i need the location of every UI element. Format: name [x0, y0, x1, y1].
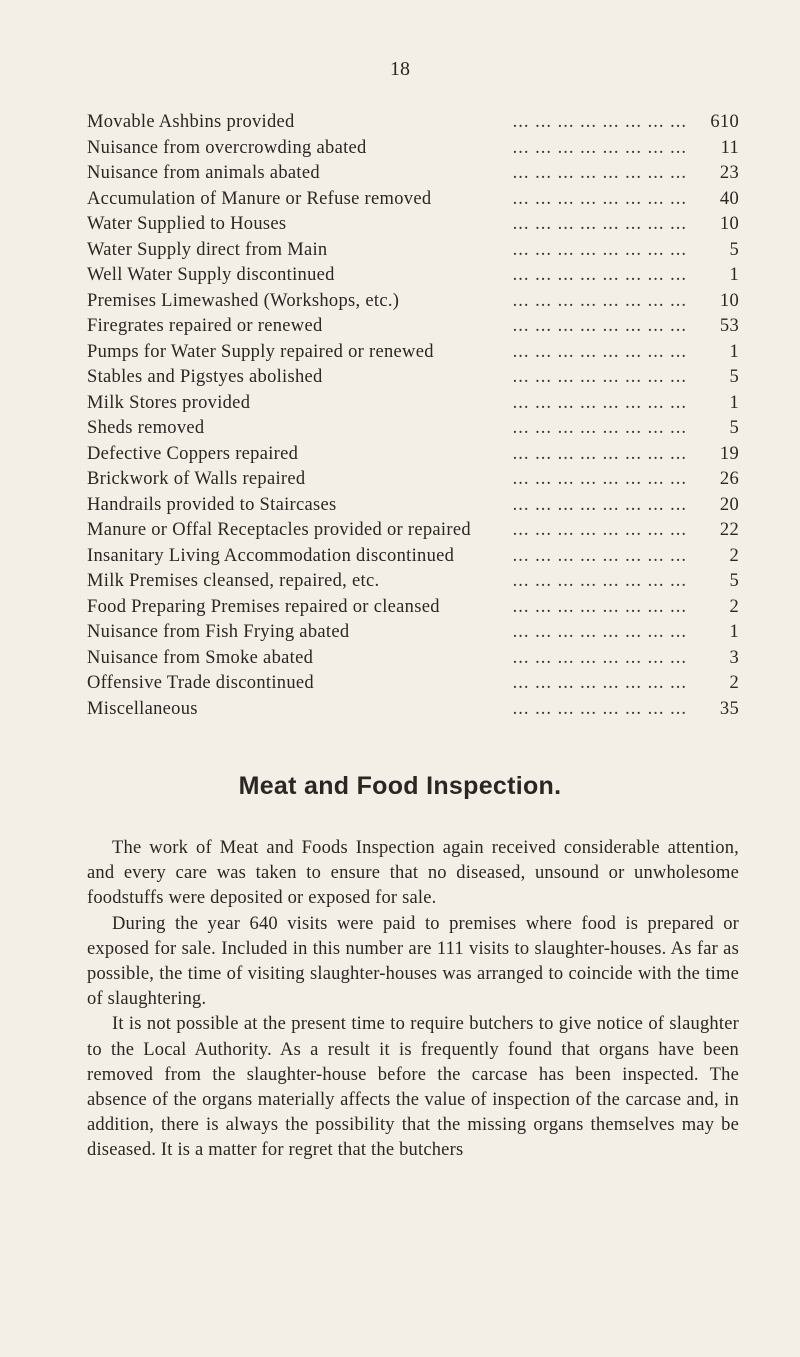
dot-leader: ... ... ... ... ... ... ... ...	[512, 520, 687, 540]
item-value: 22	[719, 520, 739, 540]
item-label: Miscellaneous	[87, 698, 198, 719]
item-value: 1	[729, 392, 739, 413]
item-label: Food Preparing Premises repaired or cleansed	[87, 596, 440, 617]
item-value: 40	[719, 188, 739, 209]
item-label: Handrails provided to Staircases	[87, 494, 337, 515]
list-item	[87, 571, 739, 597]
item-label: Accumulation of Manure or Refuse removed	[87, 188, 432, 209]
list-item	[87, 495, 739, 521]
dot-leader: ... ... ... ... ... ... ... ...	[512, 239, 687, 260]
item-value: 5	[729, 418, 739, 438]
list-item	[87, 316, 739, 342]
item-value: 53	[719, 316, 739, 336]
list-item	[87, 214, 739, 240]
dot-leader: ... ... ... ... ... ... ... ...	[512, 163, 687, 183]
dot-leader: ... ... ... ... ... ... ... ...	[512, 673, 687, 693]
item-value: 20	[719, 494, 739, 515]
item-label: Nuisance from Fish Frying abated	[87, 622, 350, 642]
item-label: Insanitary Living Accommodation discontinued	[87, 545, 455, 566]
item-value: 19	[719, 443, 739, 464]
body-text	[87, 836, 739, 1164]
item-value: 2	[729, 673, 739, 693]
item-label: Pumps for Water Supply repaired or renewed	[87, 341, 434, 362]
item-value: 3	[729, 647, 739, 668]
item-label: Nuisance from animals abated	[87, 163, 320, 183]
paragraph: It is not possible at the present time to require butchers to give notice of slaughter to the Local Authority. As a result it is frequently found that organs have been removed from the slaughter-house before the carcase has been inspected. The absence of the organs materially affects the value of inspection of the carcase and, in addition, there is always the possibility that the missing organs themselves may be diseased. It is a matter for regret that the butchers	[87, 1014, 739, 1161]
list-item	[87, 622, 739, 648]
dot-leader: ... ... ... ... ... ... ... ...	[512, 596, 687, 617]
item-value: 11	[720, 137, 739, 158]
item-value: 1	[729, 622, 739, 642]
item-label: Milk Stores provided	[87, 392, 251, 413]
item-label: Nuisance from overcrowding abated	[87, 137, 367, 158]
paragraph: During the year 640 visits were paid to premises where food is prepared or exposed for sale. Included in this number are 111 visits to slaughter-houses. As far as possible, the time of visiting slaughter-houses was arranged to coincide with the time of slaughtering.	[87, 913, 739, 1010]
dot-leader: ... ... ... ... ... ... ... ...	[512, 545, 687, 566]
dot-leader: ... ... ... ... ... ... ... ...	[512, 469, 687, 489]
list-item	[87, 163, 739, 189]
list-item	[87, 189, 739, 215]
item-label: Stables and Pigstyes abolished	[87, 367, 323, 387]
dot-leader: ... ... ... ... ... ... ... ...	[512, 494, 687, 515]
dot-leader: ... ... ... ... ... ... ... ...	[512, 214, 687, 234]
item-value: 2	[729, 596, 739, 617]
dot-leader: ... ... ... ... ... ... ... ...	[512, 392, 687, 413]
item-label: Offensive Trade discontinued	[87, 673, 314, 693]
dot-leader: ... ... ... ... ... ... ... ...	[512, 341, 687, 362]
item-label: Well Water Supply discontinued	[87, 265, 335, 285]
item-value: 1	[729, 341, 739, 362]
dot-leader: ... ... ... ... ... ... ... ...	[512, 698, 687, 719]
item-label: Firegrates repaired or renewed	[87, 316, 323, 336]
item-label: Brickwork of Walls repaired	[87, 469, 306, 489]
item-value: 26	[719, 469, 739, 489]
dot-leader: ... ... ... ... ... ... ... ...	[512, 622, 687, 642]
item-label: Milk Premises cleansed, repaired, etc.	[87, 571, 380, 591]
paragraph: The work of Meat and Foods Inspection again received considerable attention, and every care was taken to ensure that no diseased, unsound or unwholesome foodstuffs were deposited or exposed for sale.	[87, 838, 739, 909]
item-value: 10	[719, 290, 739, 311]
dot-leader: ... ... ... ... ... ... ... ...	[512, 443, 687, 464]
list-item	[87, 673, 739, 699]
dot-leader: ... ... ... ... ... ... ... ...	[512, 188, 687, 209]
item-value: 5	[729, 571, 739, 591]
dot-leader: ... ... ... ... ... ... ... ...	[512, 367, 687, 387]
item-value: 35	[719, 698, 739, 719]
page-number: 18	[390, 58, 410, 80]
list-item	[87, 648, 739, 674]
item-value: 2	[729, 545, 739, 566]
item-label: Defective Coppers repaired	[87, 443, 299, 464]
dot-leader: ... ... ... ... ... ... ... ...	[512, 571, 687, 591]
list-item	[87, 342, 739, 368]
inspection-results-list	[87, 112, 739, 724]
item-value: 5	[729, 239, 739, 260]
item-label: Sheds removed	[87, 418, 205, 438]
item-value: 1	[729, 265, 739, 285]
item-label: Premises Limewashed (Workshops, etc.)	[87, 290, 400, 311]
dot-leader: ... ... ... ... ... ... ... ...	[512, 265, 687, 285]
item-label: Water Supplied to Houses	[87, 214, 287, 234]
dot-leader: ... ... ... ... ... ... ... ...	[512, 647, 687, 668]
list-item	[87, 546, 739, 572]
list-item	[87, 367, 739, 393]
item-label: Nuisance from Smoke abated	[87, 647, 314, 668]
list-item	[87, 418, 739, 444]
item-label: Manure or Offal Receptacles provided or repaired	[87, 520, 471, 540]
item-label: Movable Ashbins provided	[87, 112, 295, 132]
dot-leader: ... ... ... ... ... ... ... ...	[512, 290, 687, 311]
list-item	[87, 240, 739, 266]
dot-leader: ... ... ... ... ... ... ... ...	[512, 112, 687, 132]
list-item	[87, 112, 739, 138]
dot-leader: ... ... ... ... ... ... ... ...	[512, 418, 687, 438]
item-value: 610	[710, 112, 739, 132]
list-item	[87, 393, 739, 419]
list-item	[87, 699, 739, 725]
item-label: Water Supply direct from Main	[87, 239, 328, 260]
list-item	[87, 444, 739, 470]
dot-leader: ... ... ... ... ... ... ... ...	[512, 316, 687, 336]
list-item	[87, 597, 739, 623]
dot-leader: ... ... ... ... ... ... ... ...	[512, 137, 687, 158]
list-item	[87, 469, 739, 495]
item-value: 5	[729, 367, 739, 387]
list-item	[87, 291, 739, 317]
item-value: 10	[719, 214, 739, 234]
item-value: 23	[719, 163, 739, 183]
section-heading: Meat and Food Inspection.	[238, 772, 562, 800]
list-item	[87, 138, 739, 164]
list-item	[87, 265, 739, 291]
list-item	[87, 520, 739, 546]
